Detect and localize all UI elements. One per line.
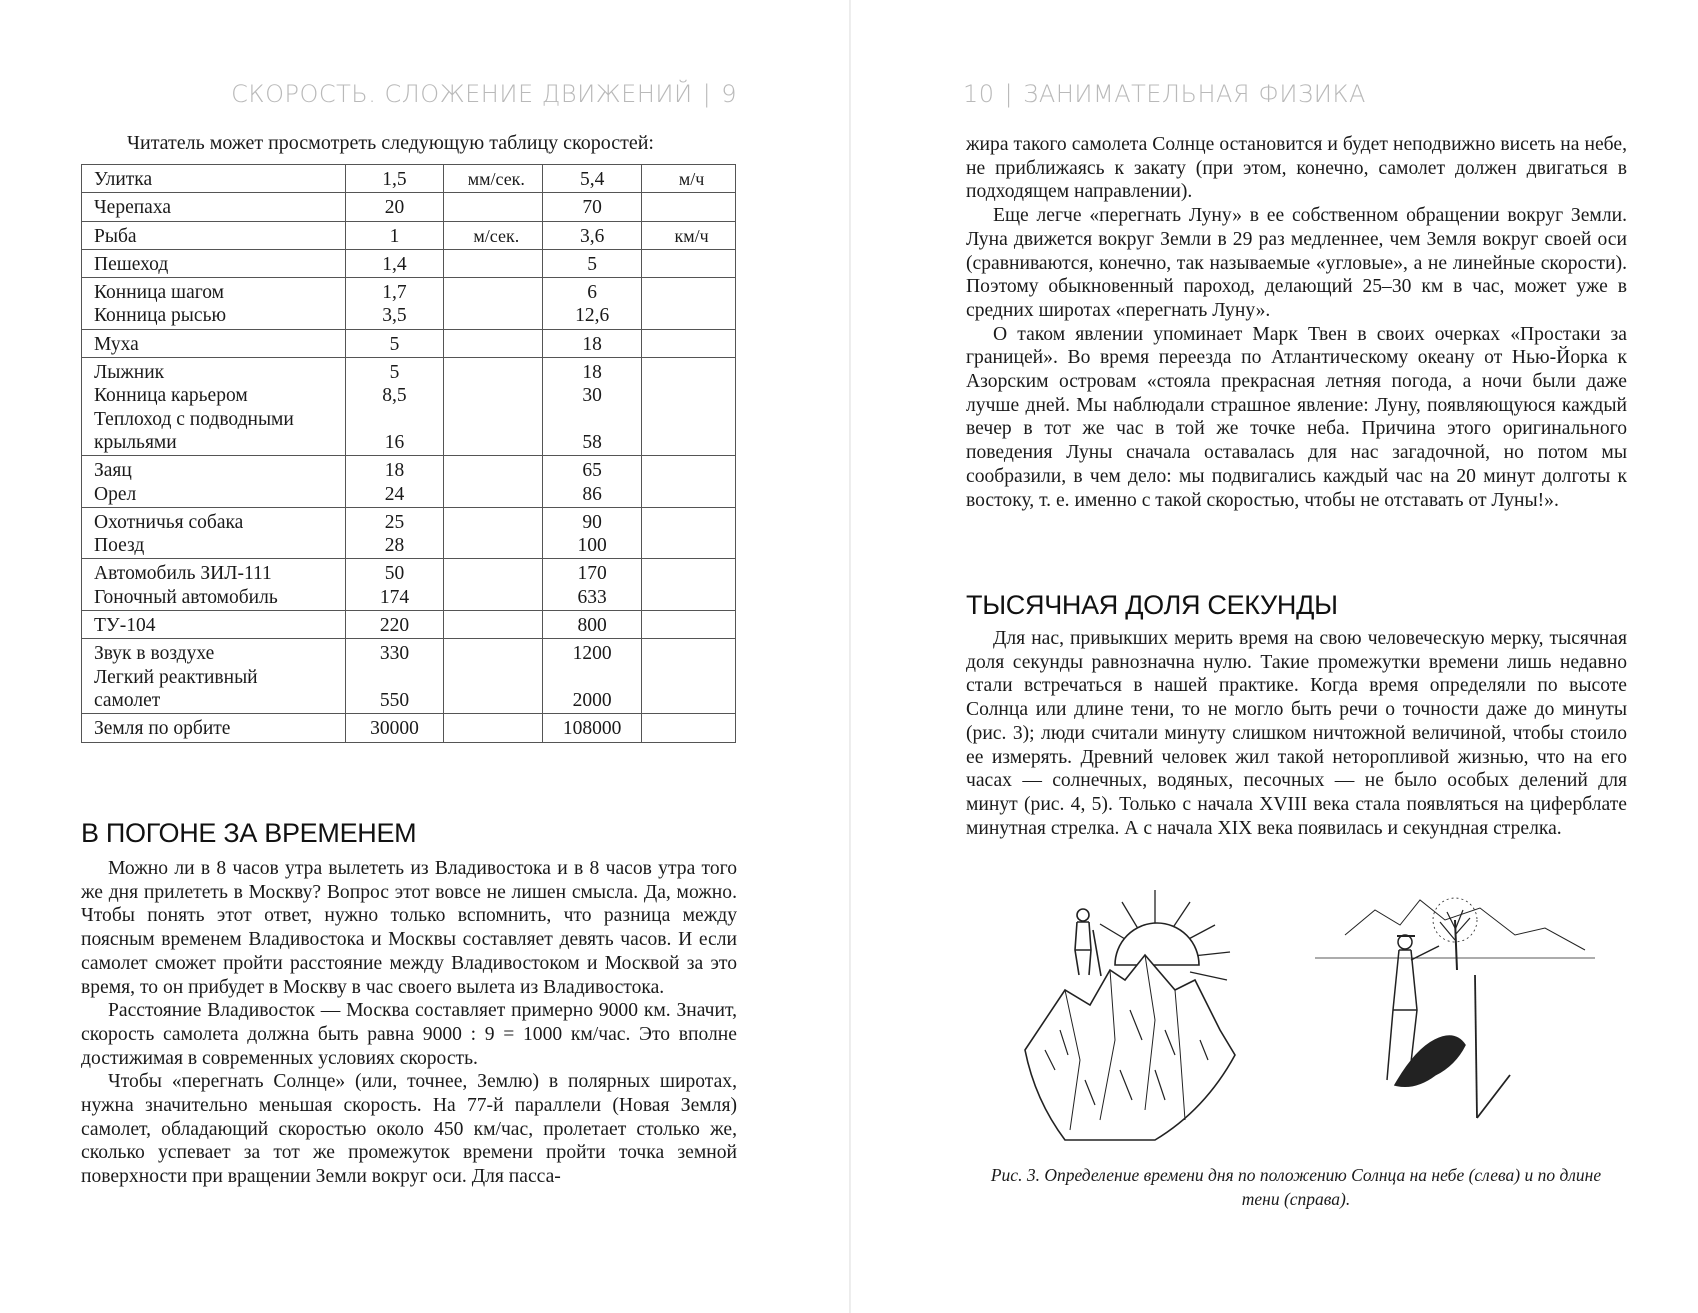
unit-cell: [642, 639, 736, 714]
creature-name-cell: [82, 193, 346, 221]
creature-name-cell-line: Муха: [94, 333, 139, 355]
unit-cell: [444, 507, 543, 559]
distant-mountains: [1345, 900, 1585, 950]
paragraph: жира такого самолета Солнце остановится и будет неподвижно висеть на небе, не приближаясь к закату (при этом, конечно, самолет должен двигаться в подходящем направлении).: [966, 134, 1627, 203]
mountain-sun-illustration: [1025, 890, 1235, 1140]
table-row: [82, 507, 736, 559]
creature-name-cell-line: Лыжник: [94, 362, 165, 384]
paragraph: Для нас, привыкших мерить время на свою человеческую мерку, тысячная доля секунды равнозначна нулю. Такие промежутки времени лишь недавно стали встречаться в нашей практике. Когда время определяли по высоте Солнца или длине тени, то не могло быть речи о точности даже до минуты (рис. 3); люди считали минуту слишком ничтожной величиной, чтобы стоило ее измерять. Древний человек жил такой неторопливой жизнью, что на его часах — солнечных, водяных, песочных — не было особых делений для минут (рис. 4, 5). Только с начала XVIII века стала появляться на циферблате минутная стрелка. А с начала XIX века появилась и секундная стрелка.: [966, 628, 1627, 839]
unit-cell: км/ч: [642, 221, 736, 249]
speed-value-cell: [543, 193, 642, 221]
unit-cell: [444, 611, 543, 639]
unit-cell: [642, 329, 736, 357]
speed-value-cell-line: 1200: [572, 643, 612, 665]
unit-cell: [642, 193, 736, 221]
speed-value-cell-line: 24: [384, 483, 405, 505]
running-head-separator: |: [1004, 80, 1014, 108]
page-number: 10: [963, 80, 995, 108]
speed-value-cell: [345, 165, 444, 193]
speed-value-cell: [345, 611, 444, 639]
table-row: [82, 193, 736, 221]
unit-cell: [642, 714, 736, 742]
speed-value-cell-line: 20: [384, 197, 405, 219]
speed-value-cell-line: 5: [389, 333, 400, 355]
speed-value-cell: [543, 221, 642, 249]
unit-cell: мм/сек.: [444, 165, 543, 193]
table-row: [82, 611, 736, 639]
unit-cell: м/ч: [642, 165, 736, 193]
running-head-right: [963, 80, 1366, 108]
speed-value-cell-line: 30000: [370, 718, 419, 740]
creature-name-cell: [82, 249, 346, 277]
speed-value-cell-line: 1,5: [382, 169, 407, 190]
speed-value-cell-line: 70: [582, 197, 602, 219]
creature-name-cell-line: Орел: [94, 483, 137, 505]
speed-value-cell-line: [348, 408, 442, 431]
speed-value-cell-line: 28: [384, 535, 405, 557]
speed-value-cell: [345, 714, 444, 742]
running-head-separator: |: [702, 80, 712, 108]
table-row: [82, 456, 736, 508]
hiker-figure: [1075, 909, 1101, 976]
speed-value-cell-line: 12,6: [575, 305, 610, 327]
paragraph: Еще легче «перегнать Луну» в ее собственном обращении вокруг Земли. Луна движется вокруг Земли в 29 раз медленнее, чем Земля вокруг своей оси (сравниваются, конечно, так называемые «угловые», а не линейные скорости). Поэтому обыкновенный пароход, делающий 25–30 км в час, может уже в средних широтах «перегнать Луну».: [966, 205, 1627, 321]
creature-name-cell: [82, 278, 346, 330]
speed-value-cell-line: 3,5: [382, 305, 407, 327]
speed-value-cell: [543, 507, 642, 559]
gnomon-stick: [1475, 975, 1477, 1118]
speed-value-cell-line: 633: [577, 586, 607, 608]
speed-value-cell: [543, 559, 642, 611]
speed-value-cell-line: 86: [582, 483, 602, 505]
speed-value-cell: [543, 611, 642, 639]
unit-cell: [642, 456, 736, 508]
speed-value-cell-line: 100: [577, 535, 607, 557]
section-heading: В ПОГОНЕ ЗА ВРЕМЕНЕМ: [81, 818, 417, 848]
unit-cell: [642, 358, 736, 456]
creature-name-cell: [82, 165, 346, 193]
creature-name-cell-line: Автомобиль ЗИЛ-111: [94, 563, 272, 585]
speed-value-cell-line: 220: [379, 615, 410, 637]
speed-value-cell: [345, 278, 444, 330]
speed-value-cell: [345, 456, 444, 508]
creature-name-cell-line: Черепаха: [94, 197, 171, 219]
creature-name-cell-line: Заяц: [94, 460, 132, 482]
speed-value-cell-line: [545, 408, 639, 431]
speed-value-cell: [543, 456, 642, 508]
table-row: [82, 165, 736, 193]
tree: [1433, 898, 1477, 970]
paragraph: Можно ли в 8 часов утра вылететь из Владивостока и в 8 часов утра того же дня прилететь в Москву? Вопрос этот вовсе не лишен смысла. Да, можно. Чтобы понять этот ответ, нужно только вспомнить, что разница между поясным временем Владивостока и Москвы составляет девять часов. И если самолет сможет пройти расстояние между Владивостоком и Москвой за это время, то он прибудет в Москву в час своего вылета из Владивостока.: [81, 858, 737, 998]
speed-value-cell-line: 16: [384, 431, 405, 453]
table-row: [82, 221, 736, 249]
running-head-left: [231, 80, 737, 108]
unit-cell: [642, 507, 736, 559]
page-number: 9: [721, 80, 737, 108]
unit-cell: [444, 278, 543, 330]
creature-name-cell: [82, 639, 346, 714]
unit-cell: м/сек.: [444, 221, 543, 249]
speed-value-cell-line: 5,4: [579, 169, 605, 190]
creature-name-cell-line: самолет: [94, 689, 161, 711]
creature-name-cell: [82, 456, 346, 508]
speed-value-cell-line: 174: [379, 586, 410, 608]
speed-value-cell: [543, 329, 642, 357]
speed-value-cell-line: 18: [384, 460, 405, 482]
creature-name-cell-line: Гоночный автомобиль: [94, 586, 278, 608]
unit-cell: [642, 249, 736, 277]
creature-name-cell-line: Улитка: [94, 169, 153, 190]
speed-value-cell-line: 18: [582, 333, 602, 355]
shadow: [1395, 1036, 1465, 1086]
speed-value-cell-line: 2000: [572, 689, 612, 711]
sun: [1115, 923, 1199, 965]
creature-name-cell-line: Рыба: [94, 225, 137, 247]
creature-name-cell: [82, 507, 346, 559]
speed-value-cell-line: 550: [379, 689, 410, 711]
section-heading: ТЫСЯЧНАЯ ДОЛЯ СЕКУНДЫ: [966, 590, 1338, 620]
speed-value-cell: [345, 193, 444, 221]
creature-name-cell-line: Легкий реактивный: [94, 666, 258, 688]
creature-name-cell-line: Конница шагом: [94, 282, 224, 304]
unit-cell: [444, 714, 543, 742]
speed-table: [81, 164, 736, 743]
body-text-left: [81, 857, 737, 1189]
unit-cell: [444, 456, 543, 508]
speed-value-cell-line: [348, 666, 442, 689]
paragraph: Расстояние Владивосток — Москва составляет примерно 9000 км. Значит, скорость самолета должна быть равна 9000 : 9 = 1000 км/час. Это вполне достижимая в современных условиях скорость.: [81, 1000, 737, 1069]
table-row: [82, 278, 736, 330]
creature-name-cell-line: Теплоход с подводными: [94, 408, 294, 430]
speed-value-cell-line: 1,4: [382, 253, 407, 275]
speed-value-cell: [345, 329, 444, 357]
speed-value-cell: [345, 507, 444, 559]
creature-name-cell-line: ТУ-104: [94, 615, 156, 637]
creature-name-cell-line: крыльями: [94, 431, 177, 453]
speed-value-cell-line: 8,5: [382, 385, 407, 407]
figure-caption: Рис. 3. Определение времени дня по положению Солнца на небе (слева) и по длине тени (справа).: [990, 1165, 1602, 1209]
speed-value-cell: [543, 249, 642, 277]
speed-value-cell-line: 3,6: [579, 225, 605, 247]
speed-value-cell: [543, 165, 642, 193]
speed-value-cell-line: 330: [379, 643, 410, 665]
speed-value-cell: [543, 278, 642, 330]
speed-value-cell-line: 18: [582, 362, 602, 384]
speed-value-cell-line: 50: [384, 563, 405, 585]
unit-cell: [444, 249, 543, 277]
speed-value-cell: [543, 639, 642, 714]
unit-cell: [444, 329, 543, 357]
table-row: [82, 559, 736, 611]
unit-cell: [444, 639, 543, 714]
running-head-title: СКОРОСТЬ. СЛОЖЕНИЕ ДВИЖЕНИЙ: [231, 80, 693, 108]
creature-name-cell-line: Пешеход: [94, 253, 169, 275]
paragraph: Чтобы «перегнать Солнце» (или, точнее, Землю) в полярных широтах, нужна значительно меньшая скорость. На 77-й параллели (Новая Земля) самолет, обладающий скоростью около 450 км/час, пролетает столько же, сколько успевает за тот же промежуток времени пройти точка земной поверхности при вращении Земли вокруг оси. Для пасса-: [81, 1071, 737, 1188]
running-head-title: ЗАНИМАТЕЛЬНАЯ ФИЗИКА: [1023, 80, 1366, 108]
table-row: [82, 329, 736, 357]
speed-value-cell-line: 5: [389, 362, 400, 384]
table-row: [82, 639, 736, 714]
speed-value-cell: [345, 639, 444, 714]
speed-value-cell-line: 108000: [562, 718, 622, 740]
speed-value-cell-line: 5: [587, 253, 598, 275]
creature-name-cell-line: Поезд: [94, 535, 145, 557]
shadow-illustration: [1315, 898, 1595, 1118]
speed-value-cell: [345, 358, 444, 456]
unit-cell: [642, 611, 736, 639]
creature-name-cell: [82, 221, 346, 249]
creature-name-cell: [82, 559, 346, 611]
speed-value-cell-line: 58: [582, 431, 602, 453]
creature-name-cell: [82, 358, 346, 456]
speed-value-cell-line: [545, 666, 639, 689]
speed-value-cell-line: 90: [582, 511, 602, 533]
speed-value-cell: [543, 714, 642, 742]
body-text-right: [966, 133, 1627, 512]
speed-value-cell-line: 800: [577, 615, 607, 637]
creature-name-cell-line: Охотничья собака: [94, 511, 244, 533]
speed-value-cell: [345, 559, 444, 611]
body-text-right-2: [966, 627, 1627, 840]
speed-value-cell-line: 6: [587, 282, 598, 304]
figure-illustration: [1005, 880, 1605, 1160]
speed-value-cell-line: 25: [384, 511, 405, 533]
creature-name-cell-line: Конница карьером: [94, 385, 248, 407]
creature-name-cell: [82, 611, 346, 639]
unit-cell: [444, 358, 543, 456]
paragraph: О таком явлении упоминает Марк Твен в своих очерках «Простаки за границей». Во время переезда по Атлантическому океану от Нью-Йорка к Азорским островам «стояла прекрасная летняя погода, а ночи были даже лучше дней. Мы наблюдали страшное явление: Луну, появляющуюся каждый вечер в тот же час в той же точке неба. Причина этого оригинального поведения Луны сначала оставалась для нас загадочной, но потом мы сообразили, в чем дело: мы подвигались каждый час на 20 минут долготы к востоку, т. е. именно с такой скоростью, чтобы не отставать от Луны!».: [966, 323, 1627, 511]
unit-cell: [444, 193, 543, 221]
speed-value-cell-line: 30: [582, 385, 602, 407]
unit-cell: [642, 559, 736, 611]
unit-cell: [444, 559, 543, 611]
speed-value-cell-line: 1,7: [382, 282, 407, 304]
speed-value-cell: [543, 358, 642, 456]
creature-name-cell-line: Звук в воздухе: [94, 643, 215, 665]
speed-value-cell: [345, 249, 444, 277]
table-intro: Читатель может просмотреть следующую таблицу скоростей:: [127, 132, 654, 154]
table-row: [82, 249, 736, 277]
speed-value-cell: [345, 221, 444, 249]
unit-cell: [642, 278, 736, 330]
creature-name-cell: [82, 714, 346, 742]
table-row: [82, 714, 736, 742]
creature-name-cell-line: Конница рысью: [94, 305, 227, 327]
speed-value-cell-line: 1: [389, 225, 400, 247]
speed-value-cell-line: 65: [582, 460, 602, 482]
table-row: [82, 358, 736, 456]
speed-value-cell-line: 170: [577, 563, 607, 585]
creature-name-cell-line: Земля по орбите: [94, 718, 231, 740]
creature-name-cell: [82, 329, 346, 357]
